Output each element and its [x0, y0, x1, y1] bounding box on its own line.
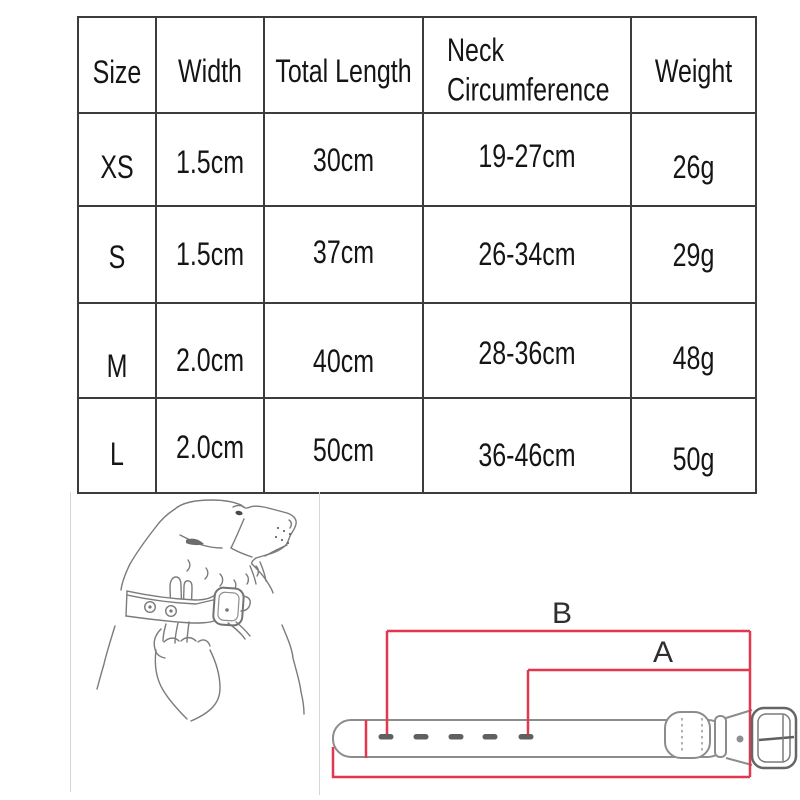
- cell-total-length: 40cm: [264, 303, 423, 398]
- dog-whisker-dots: [275, 527, 291, 544]
- cell-neck: 26-34cm: [423, 206, 631, 303]
- table-row: [78, 303, 756, 398]
- cell-size: M: [78, 303, 156, 398]
- cell-weight: 50g: [631, 398, 756, 493]
- collar-measurement-diagram: [325, 595, 800, 790]
- measure-label-b: B: [551, 597, 573, 630]
- cell-width: 2.0cm: [156, 398, 264, 493]
- cell-width: 2.0cm: [156, 303, 264, 398]
- cell-neck: 19-27cm: [423, 113, 631, 206]
- hand-sketch: [154, 622, 220, 721]
- cell-total-length: 37cm: [264, 206, 423, 303]
- cell-total-length: 50cm: [264, 398, 423, 493]
- cell-neck: 36-46cm: [423, 398, 631, 493]
- dog-cheek-line: [231, 519, 244, 548]
- cell-size: S: [78, 206, 156, 303]
- cell-width: 1.5cm: [156, 113, 264, 206]
- collar-buckle-sketch: [213, 587, 245, 626]
- table-row: [78, 113, 756, 206]
- collar-buckle: [752, 708, 796, 768]
- collar-strap-bar: [715, 716, 726, 757]
- cell-weight: 48g: [631, 303, 756, 398]
- cell-weight: 26g: [631, 113, 756, 206]
- measure-label-a: A: [652, 636, 674, 669]
- cell-weight: 29g: [631, 206, 756, 303]
- header-size: Size: [78, 17, 156, 113]
- dog-fitting-illustration: [60, 490, 320, 800]
- dog-ear: [180, 535, 222, 548]
- header-total-length: Total Length: [264, 17, 423, 113]
- cell-width: 1.5cm: [156, 206, 264, 303]
- table-row: [78, 398, 756, 493]
- cell-size: XS: [78, 113, 156, 206]
- cell-neck: 28-36cm: [423, 303, 631, 398]
- collar-keeper: [665, 712, 710, 758]
- dog-jaw-line: [231, 548, 252, 557]
- dog-fur-strokes: [187, 560, 266, 591]
- size-table: [77, 16, 757, 494]
- table-header-row: [78, 17, 756, 113]
- cell-total-length: 30cm: [264, 113, 423, 206]
- header-neck-circumference: Neck Circumference: [423, 17, 631, 113]
- header-weight: Weight: [631, 17, 756, 113]
- cell-size: L: [78, 398, 156, 493]
- table-row: [78, 206, 756, 303]
- header-width: Width: [156, 17, 264, 113]
- strap-rivet-dot: [737, 736, 744, 743]
